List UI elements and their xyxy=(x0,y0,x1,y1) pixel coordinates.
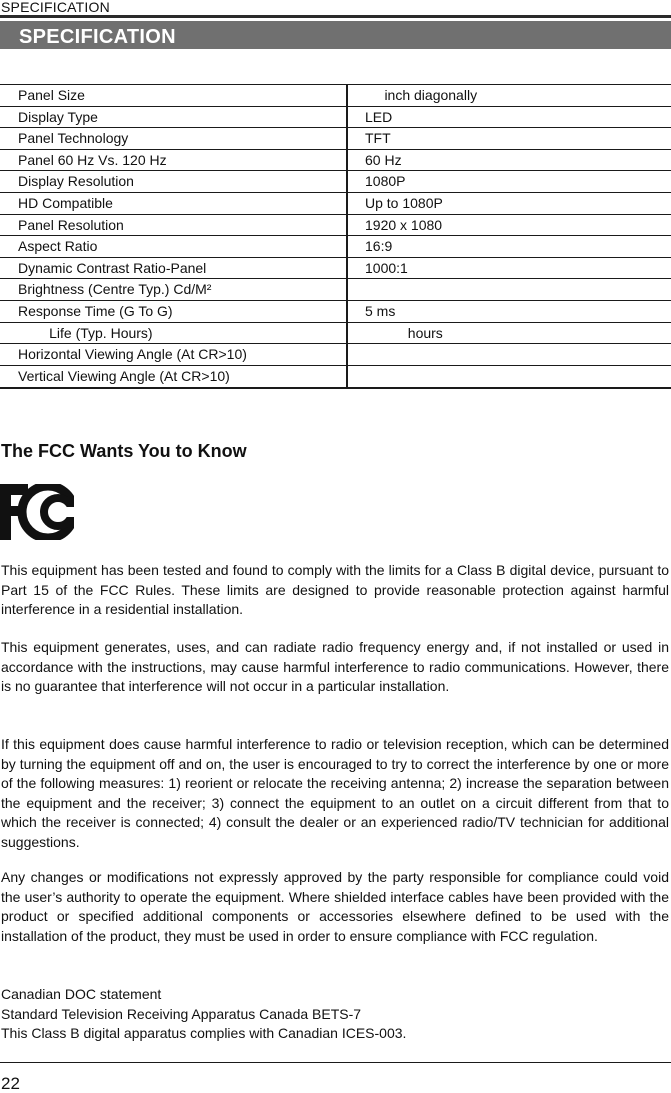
spec-value: inch diagonally xyxy=(346,85,671,106)
spec-label: Response Time (G To G) xyxy=(18,302,173,319)
spec-value: Up to 1080P xyxy=(346,193,671,214)
table-row xyxy=(0,279,671,301)
canadian-bets-line: Standard Television Receiving Apparatus Canada BETS-7 xyxy=(1,1005,362,1022)
spec-value xyxy=(346,279,671,300)
spec-value: LED xyxy=(346,107,671,128)
spec-label: Display Type xyxy=(18,108,98,125)
header-rule xyxy=(0,15,671,18)
spec-value: 1080P xyxy=(346,171,671,192)
canadian-ices-line: This Class B digital apparatus complies with Canadian ICES-003. xyxy=(1,1025,407,1041)
spec-label: Brightness (Centre Typ.) Cd/M² xyxy=(18,281,212,298)
spec-label: Panel Technology xyxy=(18,130,129,147)
spec-label: Horizontal Viewing Angle (At CR>10) xyxy=(18,346,247,363)
running-title: SPECIFICATION xyxy=(1,0,110,15)
table-row xyxy=(0,344,671,366)
spec-value xyxy=(346,366,671,388)
table-row xyxy=(0,258,671,280)
spec-label: HD Compatible xyxy=(18,194,113,211)
table-row xyxy=(0,236,671,258)
table-row xyxy=(0,323,671,345)
spec-value: 5 ms xyxy=(346,301,671,322)
fcc-paragraph: This equipment has been tested and found to comply with the limits for a Class B digital device, pursuant to Part 15 of the FCC Rules. These limits are designed to provide reasonable protection against harmful interference in a residential installation. xyxy=(1,562,669,617)
spec-value: hours xyxy=(346,323,671,344)
spec-label: Dynamic Contrast Ratio-Panel xyxy=(18,259,207,276)
canadian-statement xyxy=(1,985,669,1044)
spec-label: Panel Size xyxy=(18,87,85,103)
table-row xyxy=(0,107,671,129)
table-row xyxy=(0,301,671,323)
section-title: SPECIFICATION xyxy=(19,26,176,48)
spec-value xyxy=(346,344,671,365)
footer-rule xyxy=(0,1062,671,1063)
fcc-heading: The FCC Wants You to Know xyxy=(1,441,247,461)
table-row xyxy=(0,215,671,237)
section-banner xyxy=(0,21,671,49)
fcc-paragraph: If this equipment does cause harmful interference to radio or television reception, which can be determined by turning the equipment off and on, the user is encouraged to try to correct the interference by one or more of the following measures: 1) reorient or relocate the receiving antenna; 2) increase the separation between the equipment and the receiver; 3) connect the equipment to an outlet on a circuit different from that to which the receiver is connected; 4) consult the dealer or an experienced radio/TV technician for additional suggestions. xyxy=(1,736,669,850)
spec-value: TFT xyxy=(346,128,671,149)
fcc-paragraph: This equipment generates, uses, and can radiate radio frequency energy and, if not installed or used in accordance with the instructions, may cause harmful interference to radio communications. However, there is no guarantee that interference will not occur in a particular installation. xyxy=(1,639,669,694)
spec-value: 1920 x 1080 xyxy=(346,215,671,236)
spec-label: Panel 60 Hz Vs. 120 Hz xyxy=(18,151,167,168)
table-row xyxy=(0,128,671,150)
spec-label: Vertical Viewing Angle (At CR>10) xyxy=(18,367,230,384)
spec-label: Aspect Ratio xyxy=(18,238,98,255)
spec-value: 16:9 xyxy=(346,236,671,257)
fcc-logo-icon xyxy=(0,484,80,540)
spec-value: 1000:1 xyxy=(346,258,671,279)
spec-label: Display Resolution xyxy=(18,173,134,190)
table-row xyxy=(0,171,671,193)
table-row xyxy=(0,193,671,215)
spec-label: Life (Typ. Hours) xyxy=(18,324,153,341)
spec-value: 60 Hz xyxy=(346,150,671,171)
table-row xyxy=(0,366,671,388)
table-row xyxy=(0,150,671,172)
fcc-paragraph: Any changes or modifications not expressly approved by the party responsible for compliance could void the user’s authority to operate the equipment. Where shielded interface cables have been provided with the product or specified additional components or accessories elsewhere defined to be used with the installation of the product, they must be used in order to ensure compliance with FCC regulation. xyxy=(1,869,669,944)
table-row xyxy=(0,85,671,107)
spec-label: Panel Resolution xyxy=(18,216,124,233)
canadian-doc-line: Canadian DOC statement xyxy=(1,986,162,1002)
specification-table xyxy=(0,84,671,389)
page-number: 22 xyxy=(1,1074,20,1093)
